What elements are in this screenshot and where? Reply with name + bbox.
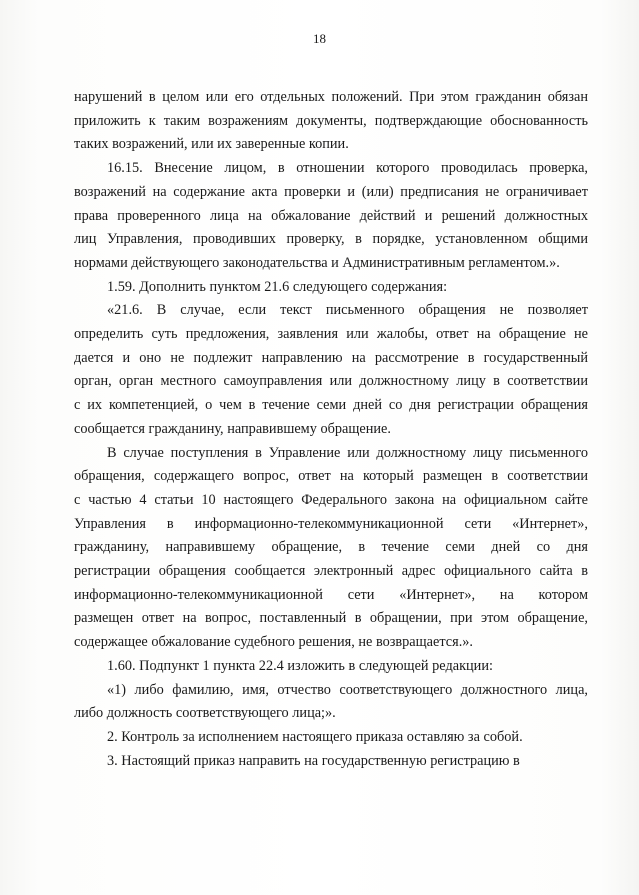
text-line: нарушений в целом или его отдельных положений. При этом гражданин обязан [74, 89, 588, 105]
text-line: 2. Контроль за исполнением настоящего приказа оставляю за собой. [107, 728, 523, 745]
text-line: размещен ответ на вопрос, поставленный в обращении, при этом обращение, [74, 610, 588, 627]
text-line: дается и оно не подлежит направлению на рассмотрение в государственный [74, 349, 588, 366]
text-line: Управления в информационно-телекоммуникационной сети «Интернет», [74, 515, 588, 532]
text-line: права проверенного лица на обжалование действий и решений должностных [74, 207, 588, 224]
paragraph [74, 750, 588, 774]
text-line: 16.15. Внесение лицом, в отношении которого проводилась проверка, [107, 160, 588, 177]
text-line: содержащее обжалование судебного решения, не возвращается.». [74, 634, 473, 651]
text-line: возражений на содержание акта проверки и (или) предписания не ограничивает [74, 183, 588, 200]
paragraph [74, 726, 588, 750]
text-line: 3. Настоящий приказ направить на государственную регистрацию в [107, 752, 520, 769]
text-line: приложить к таким возражениям документы, подтверждающие обоснованность [74, 112, 588, 129]
paragraph [74, 86, 588, 157]
text-line: гражданину, направившему обращение, в течение семи дней со дня [74, 539, 588, 556]
text-line: определить суть предложения, заявления или жалобы, ответ на обращение не [74, 326, 588, 343]
text-line: 1.60. Подпункт 1 пункта 22.4 изложить в следующей редакции: [107, 657, 493, 674]
paragraph [74, 679, 588, 726]
paragraph [74, 655, 588, 679]
text-line: с частью 4 статьи 10 настоящего Федерального закона на официальном сайте [74, 491, 588, 508]
text-line: нормами действующего законодательства и Административным регламентом.». [74, 254, 560, 271]
text-line: орган, орган местного самоуправления или должностному лицу в соответствии [74, 373, 588, 390]
page-number: 18 [313, 31, 326, 46]
text-line: регистрации обращения сообщается электронный адрес официального сайта в [74, 563, 588, 580]
paragraph [74, 442, 588, 655]
text-line: 1.59. Дополнить пунктом 21.6 следующего содержания: [107, 278, 448, 295]
text-line: сообщается гражданину, направившему обращение. [74, 420, 391, 437]
paragraph [74, 276, 588, 300]
text-line: В случае поступления в Управление или должностному лицу письменного [107, 444, 588, 461]
document-body [74, 86, 588, 773]
text-line: с их компетенцией, о чем в течение семи дней со дня регистрации обращения [74, 397, 588, 414]
paragraph [74, 157, 588, 276]
text-line: «21.6. В случае, если текст письменного обращения не позволяет [107, 302, 588, 319]
text-line: информационно-телекоммуникационной сети «Интернет», на котором [74, 586, 588, 603]
text-line: таких возражений, или их заверенные копии. [74, 136, 349, 153]
text-line: либо должность соответствующего лица;». [74, 705, 336, 722]
text-line: обращения, содержащего вопрос, ответ на который размещен в соответствии [74, 468, 588, 485]
paragraph [74, 299, 588, 441]
text-line: «1) либо фамилию, имя, отчество соответствующего должностного лица, [107, 681, 588, 698]
text-line: лиц Управления, проводивших проверку, в порядке, установленном общими [74, 231, 588, 248]
